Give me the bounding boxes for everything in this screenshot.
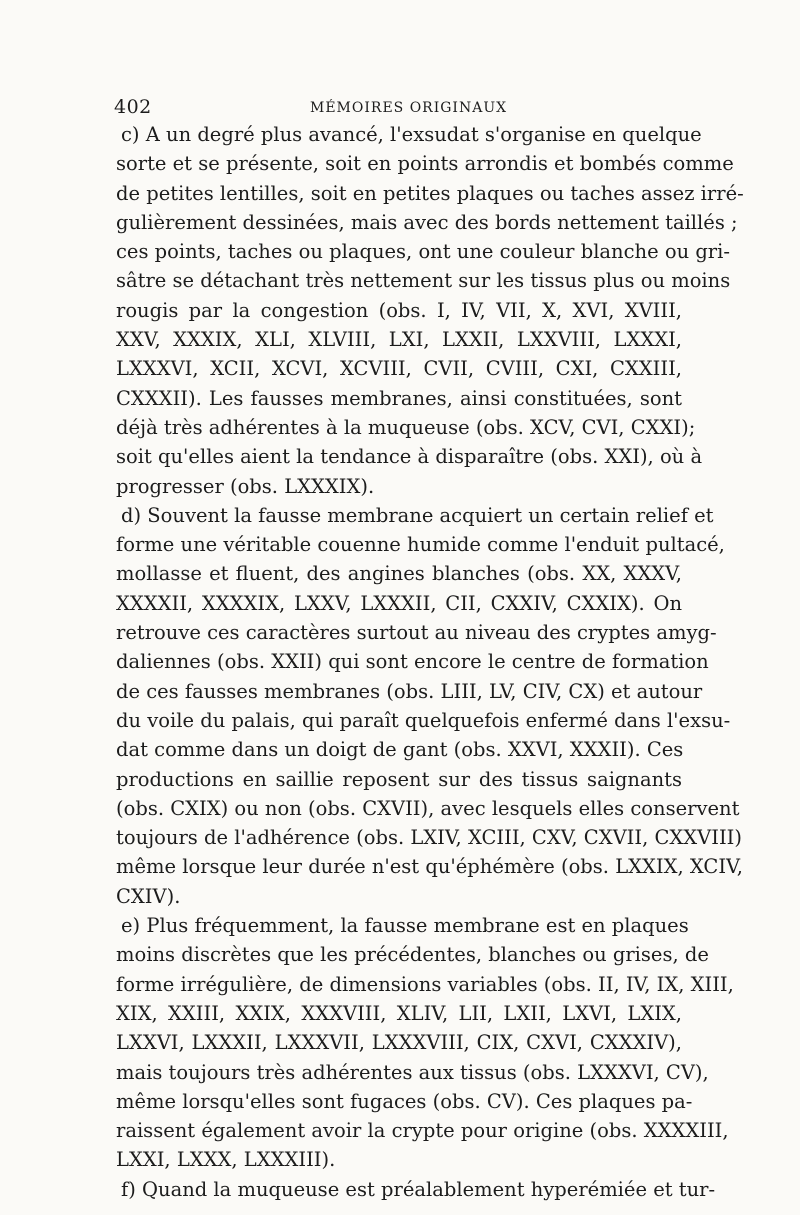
text-line: ces points, taches ou plaques, ont une couleur blanche ou gri- <box>116 240 730 264</box>
page-header <box>114 96 704 122</box>
text-line: forme irrégulière, de dimensions variables (obs. II, IV, IX, XIII, <box>116 972 734 996</box>
text-line: retrouve ces caractères surtout au niveau des cryptes amyg- <box>116 621 717 645</box>
text-line: dat comme dans un doigt de gant (obs. XXVI, XXXII). Ces <box>116 738 684 762</box>
text-line: même lorsque leur durée n'est qu'éphémère (obs. LXXIX, XCIV, <box>116 855 743 879</box>
text-line: progresser (obs. LXXXIX). <box>116 474 375 498</box>
text-line: LXXVI, LXXXII, LXXXVII, LXXXVIII, CIX, CXVI, CXXXIV), <box>116 1031 682 1055</box>
text-line: CXXXII). Les fausses membranes, ainsi constituées, sont <box>116 386 682 410</box>
text-line: XIX, XXIII, XXIX, XXXVIII, XLIV, LII, LXII, LXVI, LXIX, <box>116 1001 682 1025</box>
text-line: sorte et se présente, soit en points arrondis et bombés comme <box>116 152 734 176</box>
text-line: (obs. CXIX) ou non (obs. CXVII), avec lesquels elles conservent <box>116 796 740 820</box>
text-line: XXV, XXXIX, XLI, XLVIII, LXI, LXXII, LXXVIII, LXXXI, <box>116 328 682 352</box>
running-title: MÉMOIRES ORIGINAUX <box>310 100 508 116</box>
text-line: mais toujours très adhérentes aux tissus (obs. LXXXVI, CV), <box>116 1060 709 1084</box>
text-line: c) A un degré plus avancé, l'exsudat s'organise en quelque <box>121 123 702 146</box>
text-line: f) Quand la muqueuse est préalablement hyperémiée et tur- <box>121 1177 716 1201</box>
text-line: forme une véritable couenne humide comme l'enduit pultacé, <box>116 533 725 557</box>
text-line: déjà très adhérentes à la muqueuse (obs. XCV, CVI, CXXI); <box>116 415 696 439</box>
body-text <box>116 120 744 1204</box>
text-line: gulièrement dessinées, mais avec des bords nettement taillés ; <box>116 210 738 234</box>
text-line: soit qu'elles aient la tendance à disparaître (obs. XXI), où à <box>116 445 703 469</box>
text-line: daliennes (obs. XXII) qui sont encore le centre de formation <box>116 650 709 674</box>
text-line: e) Plus fréquemment, la fausse membrane est en plaques <box>121 914 689 938</box>
text-line: sâtre se détachant très nettement sur les tissus plus ou moins <box>116 269 731 293</box>
text-line: de petites lentilles, soit en petites plaques ou taches assez irré- <box>116 181 744 205</box>
text-line: du voile du palais, qui paraît quelquefois enfermé dans l'exsu- <box>116 708 731 732</box>
text-line: productions en saillie reposent sur des tissus saignants <box>116 767 682 791</box>
text-line: raissent également avoir la crypte pour origine (obs. XXXXIII, <box>116 1119 729 1143</box>
text-line: d) Souvent la fausse membrane acquiert un certain relief et <box>121 503 714 527</box>
text-line: toujours de l'adhérence (obs. LXIV, XCIII, CXV, CXVII, CXXVIII) <box>116 826 742 850</box>
page-number: 402 <box>114 96 152 118</box>
text-line: CXIV). <box>116 884 181 908</box>
text-line: moins discrètes que les précédentes, blanches ou grises, de <box>116 943 709 967</box>
text-line: LXXXVI, XCII, XCVI, XCVIII, CVII, CVIII, CXI, CXXIII, <box>116 357 682 381</box>
text-line: mollasse et fluent, des angines blanches (obs. XX, XXXV, <box>116 562 682 586</box>
text-line: rougis par la congestion (obs. I, IV, VII, X, XVI, XVIII, <box>116 298 682 322</box>
text-line: même lorsqu'elles sont fugaces (obs. CV). Ces plaques pa- <box>116 1089 693 1113</box>
text-line: de ces fausses membranes (obs. LIII, LV, CIV, CX) et autour <box>116 679 703 703</box>
text-line: XXXXII, XXXXIX, LXXV, LXXXII, CII, CXXIV, CXXIX). On <box>116 591 682 615</box>
text-line: LXXI, LXXX, LXXXIII). <box>116 1148 336 1172</box>
